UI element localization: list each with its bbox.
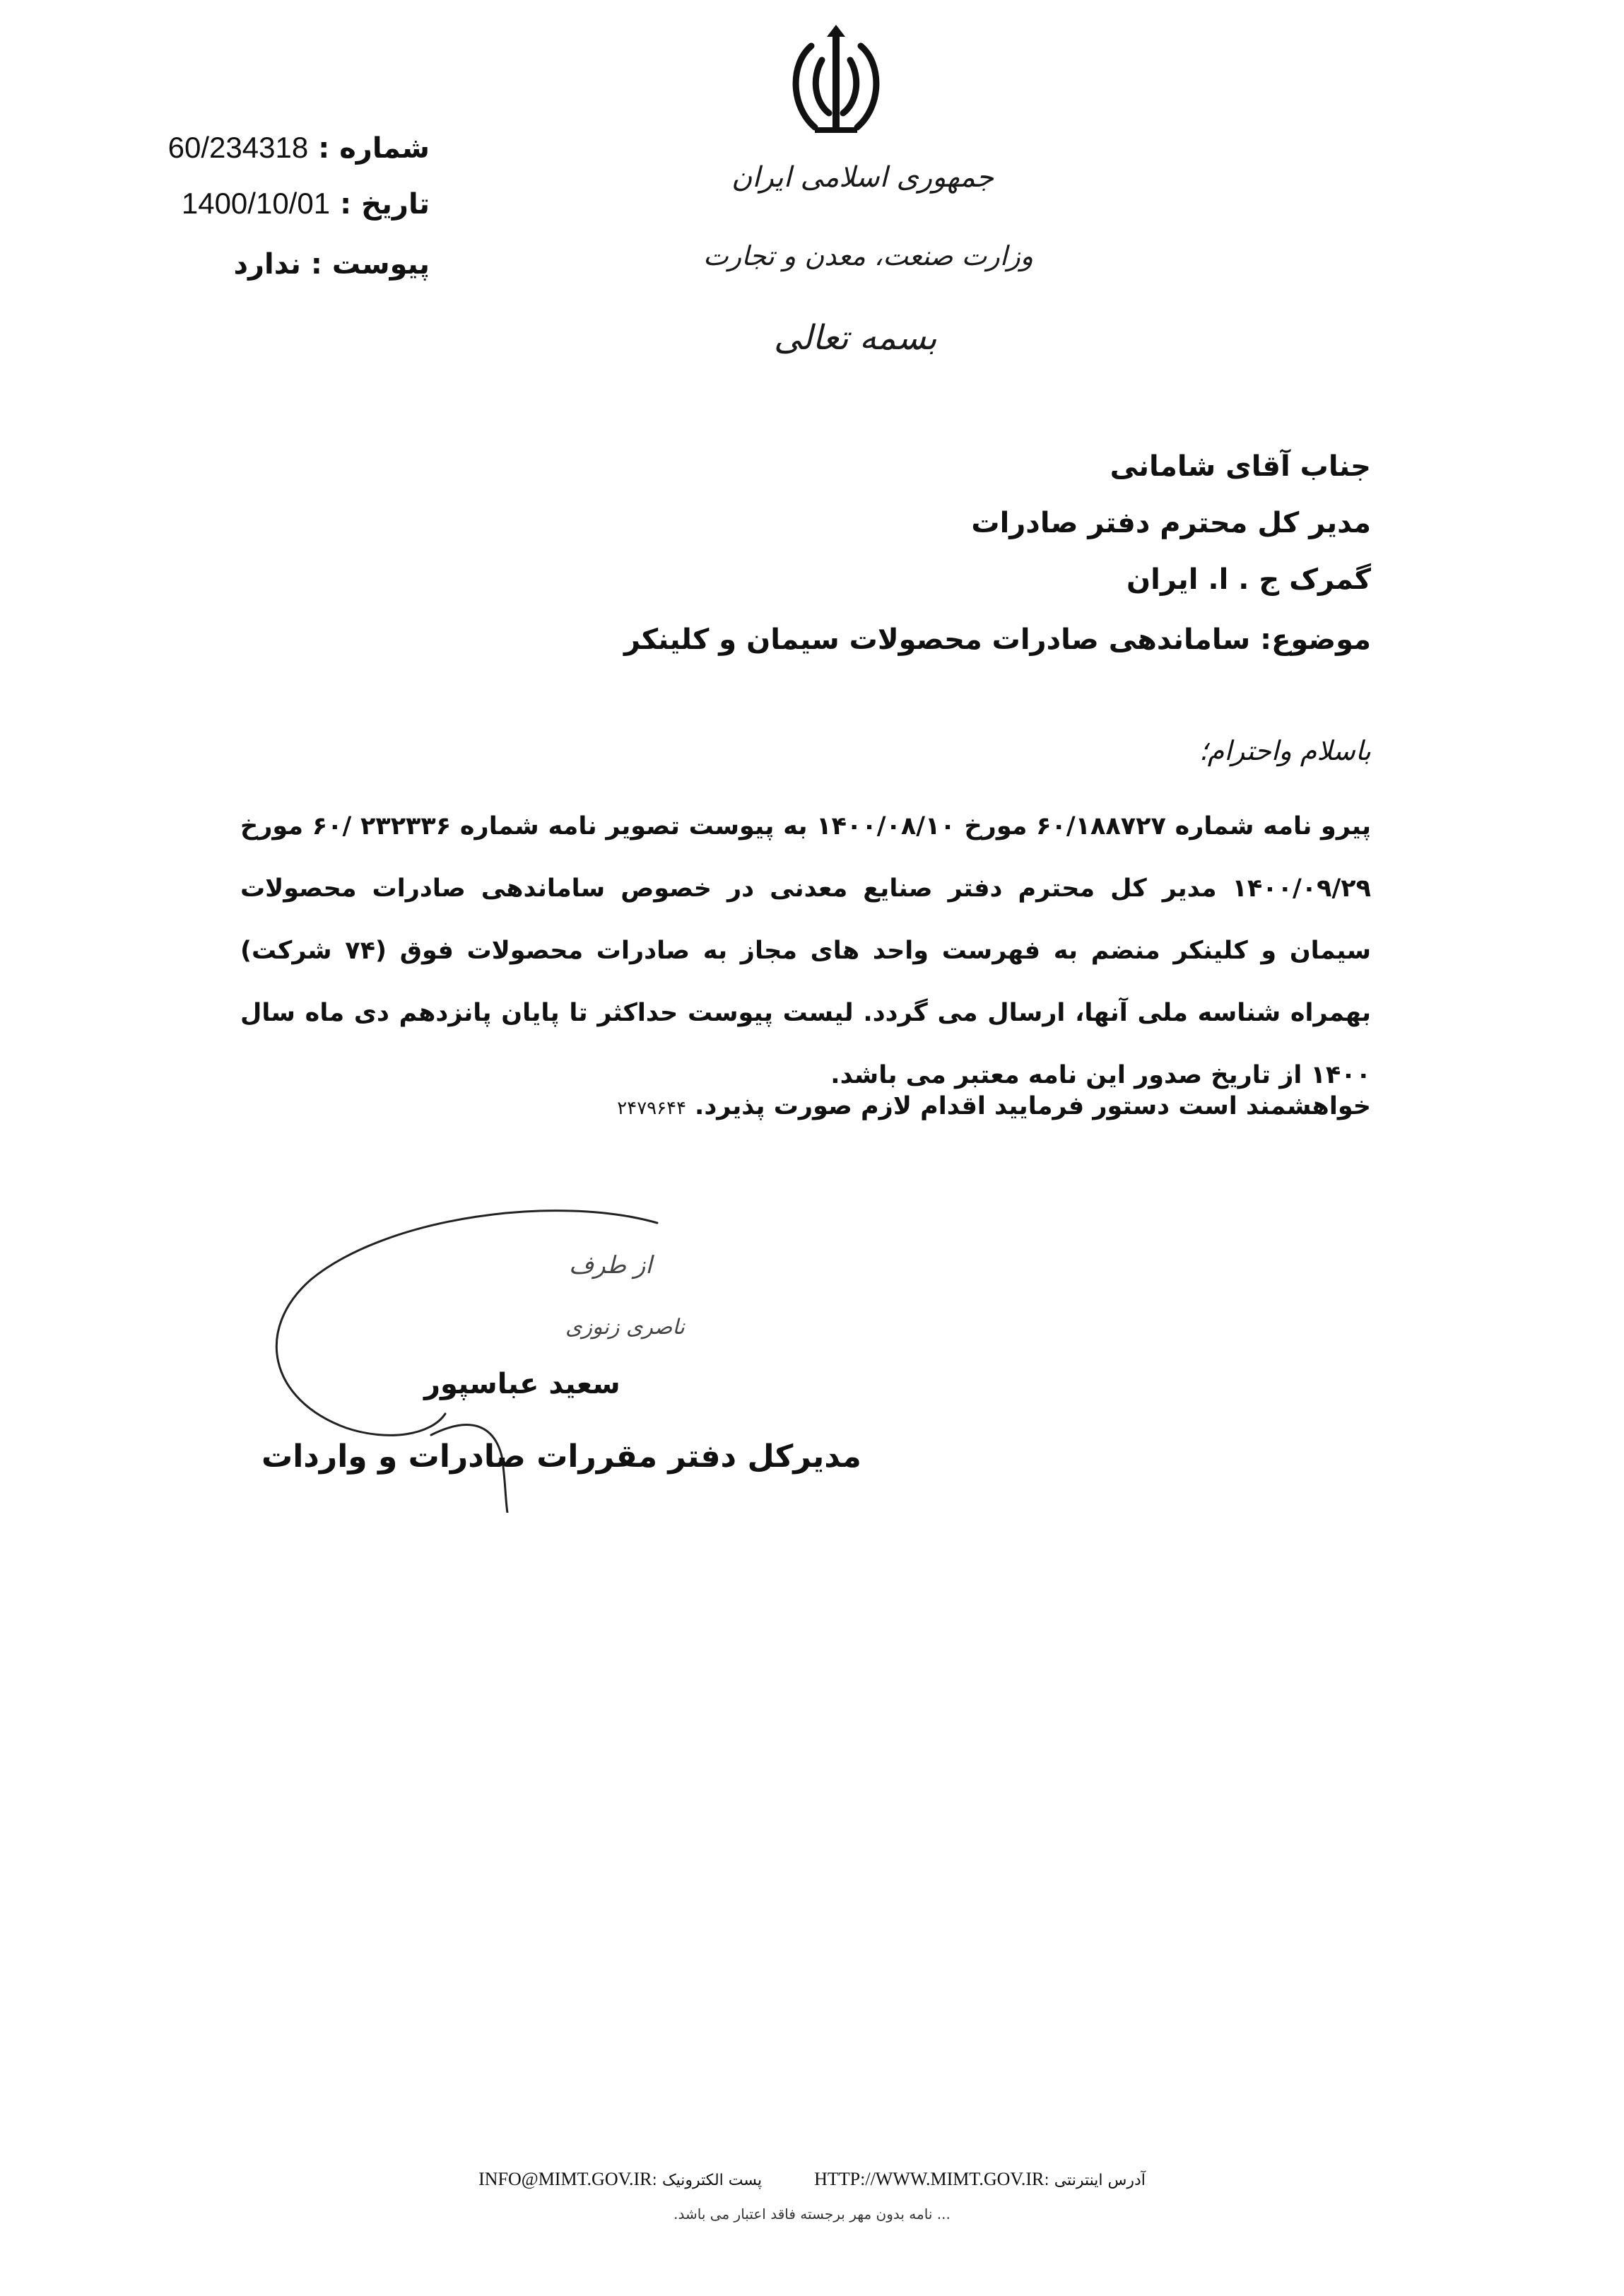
letter-date-label: تاریخ — [361, 188, 430, 221]
separator: : — [318, 132, 330, 165]
republic-title: جمهوری اسلامی ایران — [731, 161, 994, 194]
footer-web-label: آدرس اینترنتی — [1054, 2172, 1146, 2189]
letter-attachment-value: ندارد — [233, 248, 301, 281]
ministry-title: وزارت صنعت، معدن و تجارت — [703, 240, 1034, 271]
separator: : — [340, 188, 352, 221]
letter-attachment-label: پیوست — [331, 248, 430, 281]
body-paragraph: پیرو نامه شماره ۶۰/۱۸۸۷۲۷ مورخ ۱۴۰۰/۰۸/۱۰ به پیوست تصویر نامه شماره ۲۳۲۳۳۶ /۶۰ مورخ ۱۴۰۰/۰۹/۲۹ مدیر کل محترم دفتر صنایع معدنی در خصوص ساماندهی صادرات محصولات سیمان و کلینکر منضم به فهرست واحد های مجاز به صادرات محصولات فوق (۷۴ شرکت) بهمراه شناسه ملی آنها، ارسال می گردد. لیست پیوست حداکثر تا پایان پانزدهم دی ماه سال ۱۴۰۰ از تاریخ صدور این نامه معتبر می باشد. — [240, 812, 1372, 1089]
invocation: بسمه تعالی — [774, 318, 937, 358]
footer-web-value: HTTP://WWW.MIMT.GOV.IR — [814, 2169, 1045, 2189]
separator: : — [310, 248, 322, 281]
greeting: باسلام واحترام؛ — [1199, 735, 1371, 766]
letter-number-row — [168, 133, 430, 163]
letter-number-label: شماره — [339, 132, 430, 165]
footer-validity-note: ... نامه بدون مهر برجسته فاقد اعتبار می باشد. — [673, 2206, 951, 2222]
letter-number-value: 60/234318 — [167, 131, 309, 164]
handwritten-note-on-behalf: از طرف — [569, 1251, 652, 1279]
signer-title: مدیرکل دفتر مقررات صادرات و واردات — [261, 1439, 861, 1475]
letter-subject: موضوع: ساماندهی صادرات محصولات سیمان و کلینکر — [623, 623, 1371, 656]
recipient-name: جناب آقای شامانی — [1110, 450, 1371, 483]
closing-number: ۲۴۷۹۶۴۴ — [617, 1098, 687, 1119]
iran-emblem-icon — [783, 21, 889, 141]
signer-name: سعید عباسپور — [424, 1368, 620, 1400]
separator: : — [1044, 2172, 1049, 2189]
separator: : — [652, 2172, 657, 2189]
footer-email-label: پست الکترونیک — [661, 2172, 763, 2189]
letter-date-value: 1400/10/01 — [181, 187, 331, 220]
letter-date-row — [181, 187, 430, 221]
recipient-position: مدیر کل محترم دفتر صادرات — [971, 507, 1371, 539]
letter-attachment-row — [234, 250, 430, 279]
footer-email-value: INFO@MIMT.GOV.IR — [478, 2169, 652, 2189]
closing-line — [617, 1092, 1371, 1120]
handwritten-note-name: ناصری زنوزی — [565, 1315, 685, 1340]
closing-text: خواهشمند است دستور فرمایید اقدام لازم صورت پذیرد. — [695, 1092, 1371, 1120]
recipient-organization: گمرک ج . ا. ایران — [1126, 563, 1371, 596]
footer-contact — [0, 2169, 1624, 2190]
